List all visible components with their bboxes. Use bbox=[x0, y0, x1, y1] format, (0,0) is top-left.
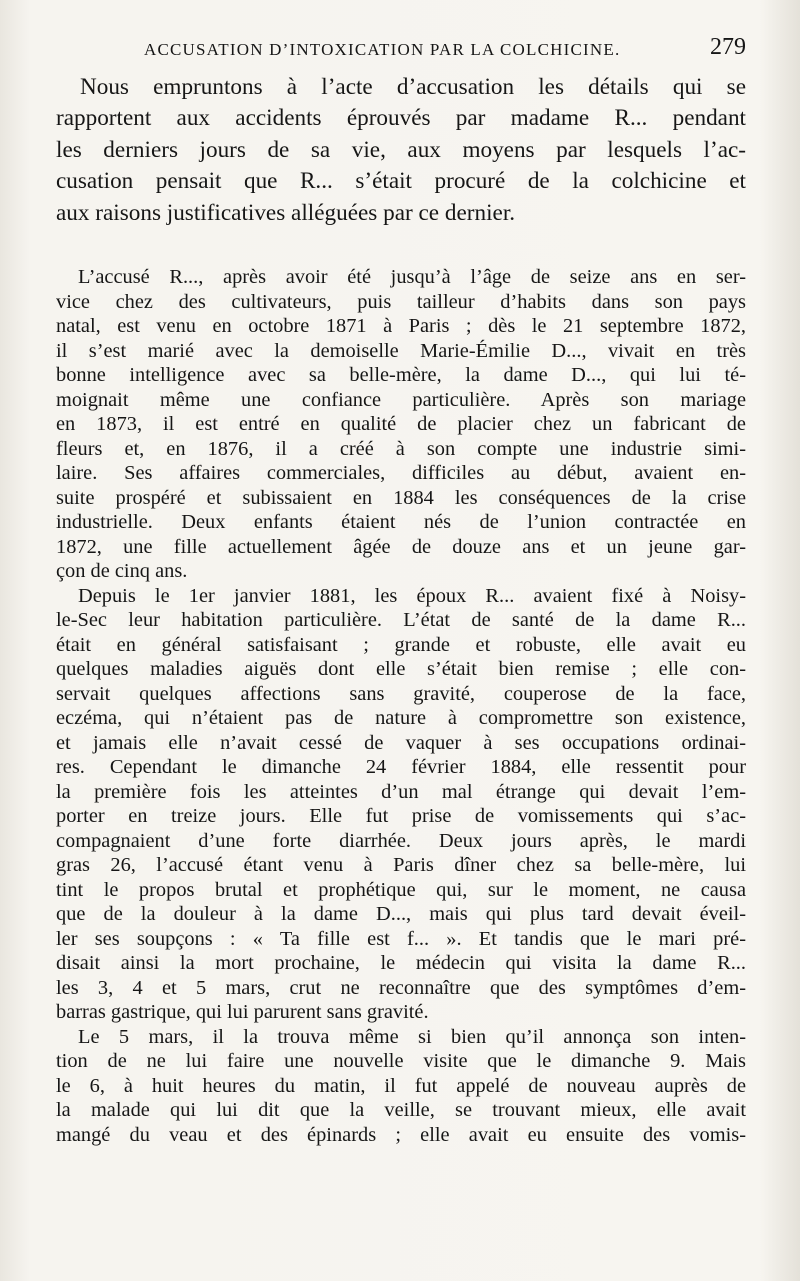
text-line: servait quelques affections sans gravité, couperose de la face, bbox=[56, 682, 746, 705]
text-line: barras gastrique, qui lui parurent sans gravité. bbox=[56, 1001, 429, 1023]
text-line: porter en treize jours. Elle fut prise de vomissements qui s’ac- bbox=[56, 805, 746, 827]
text-line: gras 26, l’accusé étant venu à Paris dîner chez sa belle-mère, lui bbox=[56, 854, 746, 876]
text-line: était en général satisfaisant ; grande et robuste, elle avait eu bbox=[56, 633, 746, 656]
text-line: Le 5 mars, il la trouva même si bien qu’il annonça son inten- bbox=[78, 1025, 746, 1048]
text-line: çon de cinq ans. bbox=[56, 560, 188, 582]
text-line: le-Sec leur habitation particulière. L’état de santé de la dame R... bbox=[56, 609, 746, 631]
text-line: laire. Ses affaires commerciales, difficiles au début, avaient en- bbox=[56, 462, 746, 484]
text-line: en 1873, il est entré en qualité de placier chez un fabricant de bbox=[56, 413, 746, 435]
intro-line: les derniers jours de sa vie, aux moyens par lesquels l’ac- bbox=[56, 136, 746, 163]
text-line: eczéma, qui n’étaient pas de nature à compromettre son existence, bbox=[56, 707, 746, 729]
text-line: le 6, à huit heures du matin, il fut appelé de nouveau auprès de bbox=[56, 1074, 746, 1097]
text-line: les 3, 4 et 5 mars, crut ne reconnaître que des symptômes d’em- bbox=[56, 976, 746, 999]
text-line: suite prospéré et subissaient en 1884 les conséquences de la crise bbox=[56, 486, 746, 509]
body-text bbox=[56, 265, 746, 1147]
text-line: que de la douleur à la dame D..., mais qui plus tard devait éveil- bbox=[56, 903, 746, 925]
intro-line: cusation pensait que R... s’était procuré de la colchicine et bbox=[56, 168, 746, 195]
text-line: mangé du veau et des épinards ; elle avait eu ensuite des vomis- bbox=[56, 1123, 746, 1146]
text-line: vice chez des cultivateurs, puis tailleur d’habits dans son pays bbox=[56, 290, 746, 313]
text-line: Depuis le 1er janvier 1881, les époux R... avaient fixé à Noisy- bbox=[78, 584, 746, 607]
intro-line: Nous empruntons à l’acte d’accusation les détails qui se bbox=[80, 74, 746, 100]
text-line: la première fois les atteintes d’un mal étrange qui devait l’em- bbox=[56, 780, 746, 803]
paragraph-le-5-mars bbox=[56, 1025, 746, 1148]
text-line: tint le propos brutal et prophétique qui, sur le moment, ne causa bbox=[56, 878, 746, 901]
text-line: moignait même une confiance particulière. Après son mariage bbox=[56, 388, 746, 411]
text-line: natal, est venu en octobre 1871 à Paris ; dès le 21 septembre 1872, bbox=[56, 315, 746, 337]
text-line: 1872, une fille actuellement âgée de douze ans et un jeune gar- bbox=[56, 535, 746, 558]
text-line: quelques maladies aiguës dont elle s’était bien remise ; elle con- bbox=[56, 658, 746, 680]
text-line: bonne intelligence avec sa belle-mère, la dame D..., qui lui té- bbox=[56, 364, 746, 386]
running-title: ACCUSATION D’INTOXICATION PAR LA COLCHICINE. bbox=[144, 40, 621, 59]
text-line: et jamais elle n’avait cessé de vaquer à ses occupations ordinai- bbox=[56, 731, 746, 754]
text-line: tion de ne lui faire une nouvelle visite que le dimanche 9. Mais bbox=[56, 1050, 746, 1072]
intro-line: rapportent aux accidents éprouvés par madame R... pendant bbox=[56, 105, 746, 132]
text-line: la malade qui lui dit que la veille, se trouvant mieux, elle avait bbox=[56, 1099, 746, 1121]
text-line: fleurs et, en 1876, il a créé à son compte une industrie simi- bbox=[56, 437, 746, 460]
intro-paragraph bbox=[56, 72, 746, 229]
text-line: compagnaient d’une forte diarrhée. Deux jours après, le mardi bbox=[56, 829, 746, 852]
text-line: il s’est marié avec la demoiselle Marie-Émilie D..., vivait en très bbox=[56, 339, 746, 362]
text-line: disait ainsi la mort prochaine, le médecin qui visita la dame R... bbox=[56, 952, 746, 974]
intro-line: aux raisons justificatives alléguées par ce dernier. bbox=[56, 199, 516, 226]
page-number: 279 bbox=[710, 34, 746, 60]
running-head bbox=[56, 30, 746, 70]
text-line: industrielle. Deux enfants étaient nés de l’union contractée en bbox=[56, 511, 746, 533]
text-line: ler ses soupçons : « Ta fille est f... ». Et tandis que le mari pré- bbox=[56, 927, 746, 950]
paragraph-accuse bbox=[56, 265, 746, 584]
text-line: L’accusé R..., après avoir été jusqu’à l’âge de seize ans en ser- bbox=[78, 266, 746, 288]
text-line: res. Cependant le dimanche 24 février 1884, elle ressentit pour bbox=[56, 756, 746, 778]
paragraph-depuis bbox=[56, 584, 746, 1025]
